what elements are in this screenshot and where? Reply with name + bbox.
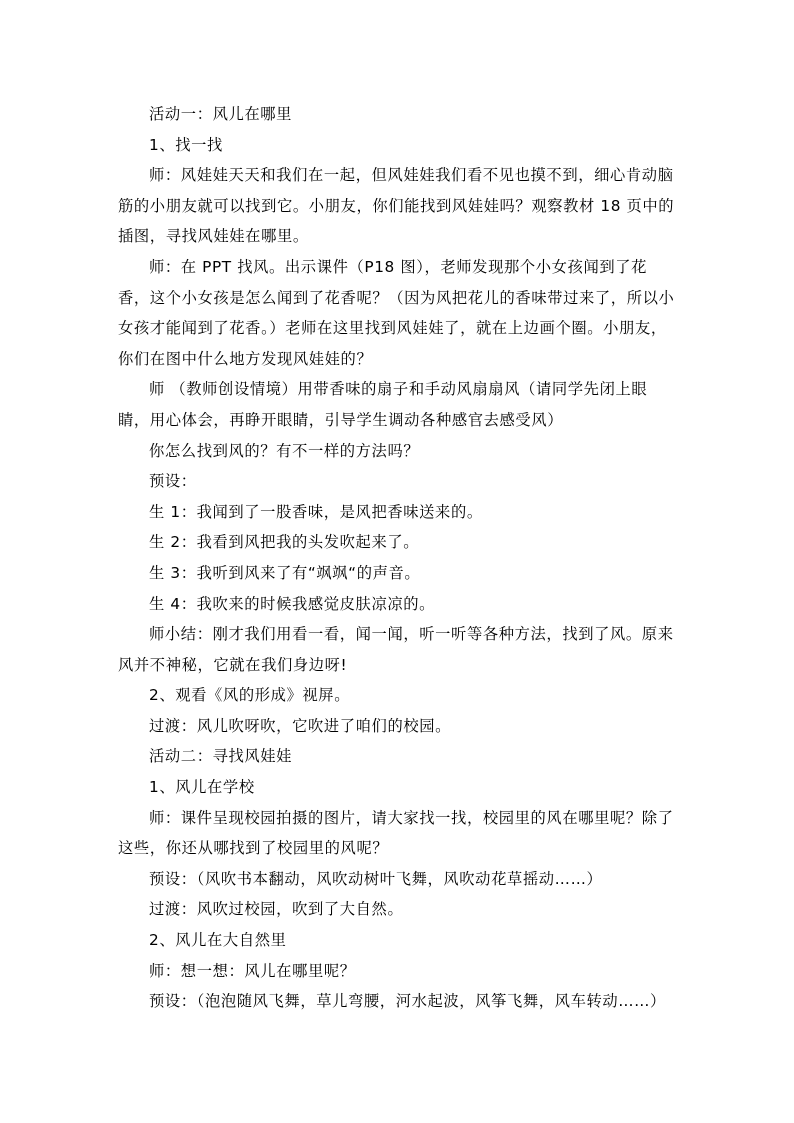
paragraph: 预设：（泡泡随风飞舞，草儿弯腰，河水起波，风筝飞舞，风车转动……）	[149, 992, 666, 1011]
paragraph: 生 3：我听到风来了有“飒飒“的声音。	[149, 563, 421, 582]
paragraph: 师：在 PPT 找风。出示课件（P18 图），老师发现那个小女孩闻到了花香，这个小女孩是怎么闻到了花香呢？（因为风把花儿的香味带过来了，所以小女孩才能闻到了花香。）老师在这里找到风娃娃了，就在上边画个圈。小朋友，你们在图中什么地方发现风娃娃的？	[118, 257, 675, 368]
document-body	[118, 99, 678, 1017]
activity-heading: 活动一：风儿在哪里	[149, 105, 293, 123]
paragraph: 过渡：风儿吹呀吹，它吹进了咱们的校园。	[149, 716, 452, 735]
paragraph: 师：风娃娃天天和我们在一起，但风娃娃我们看不见也摸不到，细心肯动脑筋的小朋友就可以找到它。小朋友，你们能找到风娃娃吗？观察教材 18 页中的插图，寻找风娃娃在哪里。	[118, 166, 675, 246]
paragraph: 师：课件呈现校园拍摄的图片，请大家找一找，校园里的风在哪里呢？除了这些，你还从哪找到了校园里的风呢？	[118, 808, 674, 858]
paragraph: 2、观看《风的形成》视屏。	[149, 686, 351, 705]
paragraph: 师 （教师创设情境）用带香味的扇子和手动风扇扇风（请同学先闭上眼睛，用心体会，再睁开眼睛，引导学生调动各种感官去感受风）	[118, 380, 648, 429]
paragraph: 生 2：我看到风把我的头发吹起来了。	[149, 533, 420, 552]
paragraph: 预设：（风吹书本翻动，风吹动树叶飞舞，风吹动花草摇动……）	[149, 869, 603, 888]
section-heading: 2、风儿在大自然里	[149, 931, 287, 950]
paragraph: 师：想一想：风儿在哪里呢？	[149, 961, 356, 980]
paragraph: 生 4：我吹来的时候我感觉皮肤凉凉的。	[149, 594, 436, 613]
section-heading: 1、风儿在学校	[149, 778, 255, 797]
paragraph: 生 1：我闻到了一股香味，是风把香味送来的。	[149, 502, 483, 521]
activity-heading: 活动二：寻找风娃娃	[149, 747, 293, 766]
paragraph: 过渡：风吹过校园，吹到了大自然。	[149, 900, 404, 919]
paragraph: 预设：	[149, 472, 197, 491]
paragraph: 你怎么找到风的？有不一样的方法吗？	[149, 441, 420, 460]
section-heading: 1、找一找	[149, 135, 223, 154]
paragraph: 师小结：刚才我们用看一看，闻一闻，听一听等各种方法，找到了风。原来风并不神秘，它就在我们身边呀!	[118, 625, 674, 674]
